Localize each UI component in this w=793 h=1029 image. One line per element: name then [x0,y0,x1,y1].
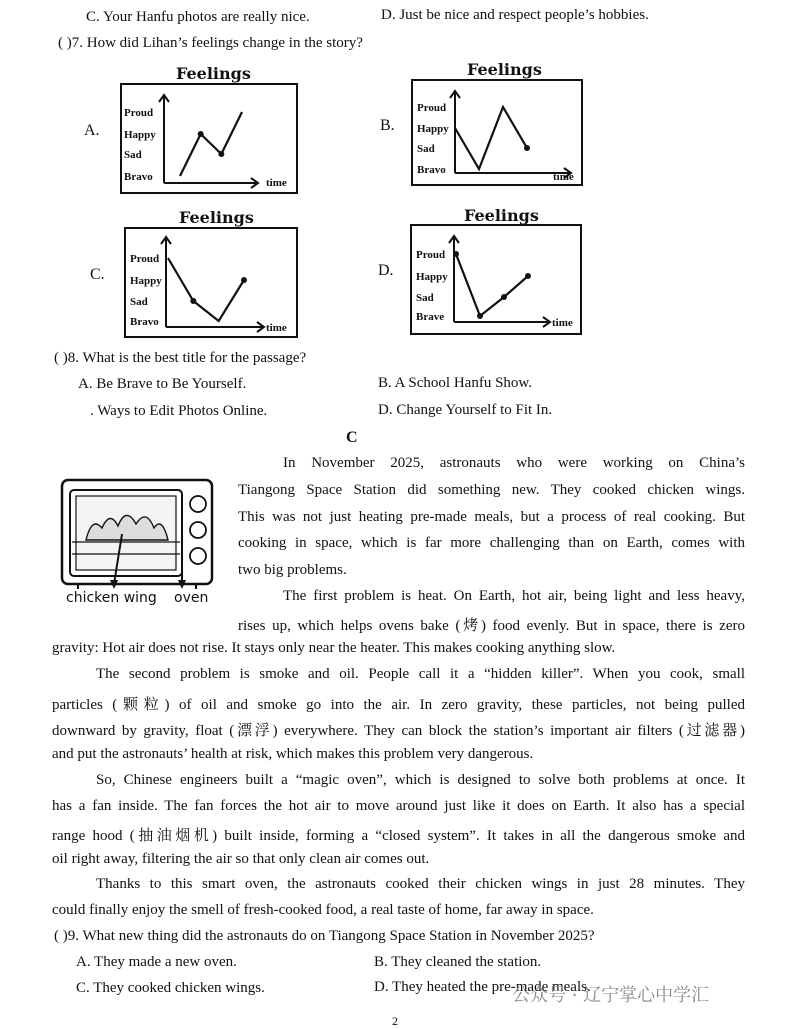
p2-line-1: The first problem is heat. On Earth, hot air, being light and less heavy, [283,588,745,604]
chart-b-title: Feelings [467,60,542,79]
chart-d-title: Feelings [464,206,539,225]
x-axis-label: time [266,177,287,189]
p5-line-2: could finally enjoy the smell of fresh-cooked food, a real taste of home, far away in space. [52,902,594,918]
chart-d [410,224,580,335]
y-tick-label: Bravo [417,164,446,176]
q8-option-c: . Ways to Edit Photos Online. [90,403,268,419]
page-number: 2 [392,1014,398,1028]
y-tick-label: Sad [417,143,435,155]
data-point [524,145,530,151]
p1-line-1: In November 2025, astronauts who were working on China’s [283,455,745,471]
p4-line-3: range hood (抽油烟机) built inside, forming a “closed system”. It takes in all the dangerous smoke and [52,828,745,844]
series-line [168,258,244,321]
chart-a-title: Feelings [176,64,251,83]
q8-stem: ( )8. What is the best title for the passage? [54,350,307,366]
y-tick-label: Bravo [124,171,153,183]
data-point [241,277,247,283]
q7-label-d: D. [378,262,394,279]
p1-line-3: This was not just heating pre-made meals, but a process of real cooking. But [238,509,745,525]
y-tick-label: Happy [417,123,449,135]
y-tick-label: Sad [124,149,142,161]
q9-option-a: A. They made a new oven. [76,954,237,970]
x-axis-label: time [552,317,573,329]
p1-line-5: two big problems. [238,562,347,578]
p2-line-3: gravity: Hot air does not rise. It stays only near the heater. This makes cooking anything slow. [52,640,616,656]
data-point [501,294,507,300]
p1-line-4: cooking in space, which is far more challenging than on Earth, comes with [238,535,745,551]
q7-stem: ( )7. How did Lihan’s feelings change in the story? [58,35,363,51]
p3-line-3: downward by gravity, float (漂浮) everywhere. They can block the station’s important air filters (过滤器) [52,723,745,739]
p5-line-1: Thanks to this smart oven, the astronauts cooked their chicken wings in just 28 minutes. They [96,876,745,892]
data-point [453,251,459,257]
series-line [455,107,527,169]
y-tick-label: Happy [124,129,156,141]
y-tick-label: Happy [130,275,162,287]
p4-line-2: has a fan inside. The fan forces the hot air to move around just like it does on Earth. It also has a special [52,798,745,814]
q6-option-c: C. Your Hanfu photos are really nice. [86,9,310,25]
p2-line-2: rises up, which helps ovens bake (烤) food evenly. But in space, there is zero [238,618,745,634]
p1-line-2: Tiangong Space Station did something new. They cooked chicken wings. [238,482,745,498]
q9-option-d: D. They heated the pre-made meals. [374,979,591,995]
y-tick-label: Proud [417,102,447,114]
chart-a [120,83,296,194]
section-c-heading: C [346,429,358,446]
y-tick-label: Brave [416,311,445,323]
p3-line-2: particles (颗粒) of oil and smoke go into the air. In zero gravity, these particles, not being pulled [52,697,745,713]
p3-line-4: and put the astronauts’ health at risk, which makes this problem very dangerous. [52,746,534,762]
q7-label-a: A. [84,122,100,139]
y-tick-label: Bravo [130,316,159,328]
y-tick-label: Proud [124,107,154,119]
data-point [190,298,196,304]
x-axis-label: time [266,322,287,334]
chart-b [411,79,581,186]
q9-option-b: B. They cleaned the station. [374,954,542,970]
series-line [456,254,528,316]
oven-label-chicken-wing: chicken wing [66,590,157,606]
y-tick-label: Sad [130,296,148,308]
p4-line-1: So, Chinese engineers built a “magic oven”, which is designed to solve both problems at once. It [96,772,745,788]
data-point [525,273,531,279]
x-axis-label: time [553,171,574,183]
q6-option-d: D. Just be nice and respect people’s hobbies. [381,7,649,23]
q7-label-c: C. [90,266,105,283]
oven-label-oven: oven [174,590,209,606]
oven-illustration [58,476,218,591]
y-tick-label: Happy [416,271,448,283]
watermark: 公众号 · 辽宁掌心中学汇 [512,985,710,1006]
y-tick-label: Sad [416,292,434,304]
y-tick-label: Proud [416,249,446,261]
series-line [180,112,242,176]
q9-option-c: C. They cooked chicken wings. [76,980,265,996]
data-point [477,313,483,319]
q7-label-b: B. [380,117,395,134]
chart-c [124,227,296,338]
p4-line-4: oil right away, filtering the air so that only clean air comes out. [52,851,430,867]
q8-option-b: B. A School Hanfu Show. [378,375,533,391]
p3-line-1: The second problem is smoke and oil. People call it a “hidden killer”. When you cook, small [96,666,745,682]
data-point [218,151,224,157]
chart-c-title: Feelings [179,208,254,227]
data-point [198,131,204,137]
q9-stem: ( )9. What new thing did the astronauts do on Tiangong Space Station in November 2025? [54,928,595,944]
q8-option-d: D. Change Yourself to Fit In. [378,402,553,418]
q8-option-a: A. Be Brave to Be Yourself. [78,376,247,392]
y-tick-label: Proud [130,253,160,265]
